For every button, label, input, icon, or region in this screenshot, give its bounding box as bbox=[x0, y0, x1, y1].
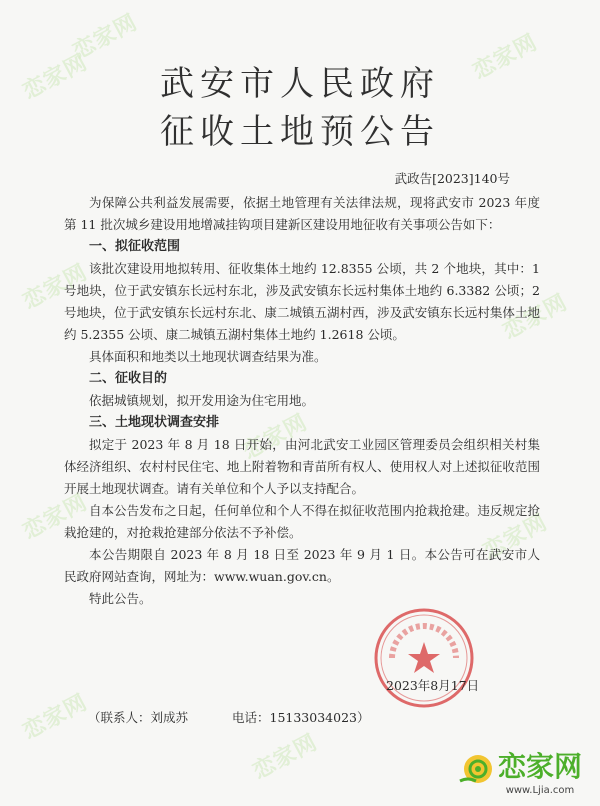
paragraph: 自本公告发布之日起，任何单位和个人不得在拟征收范围内抢栽抢建。违反规定抢栽抢建的，对抢栽抢建部分依法不予补偿。 bbox=[64, 503, 540, 540]
contact-info bbox=[88, 708, 409, 726]
paragraph: 拟定于 2023 年 8 月 18 日开始，由河北武安工业园区管理委员会组织相关村集体经济组织、农村村民住宅、地上附着物和青苗所有权人、使用权人对上述拟征收范围开展土地现状调查。请有关单位和个人予以支持配合。 bbox=[64, 437, 540, 496]
watermark: 恋家网 bbox=[19, 260, 92, 315]
intro-paragraph: 为保障公共利益发展需要，依据土地管理有关法律法规，现将武安市 2023 年度第 11 批次城乡建设用地增减挂钩项目建新区建设用地征收有关事项公告如下： bbox=[64, 195, 540, 232]
paragraph: 具体面积和地类以土地现状调查结果为准。 bbox=[89, 349, 327, 364]
section-heading: 一、拟征收范围 bbox=[89, 239, 181, 254]
announcement-body bbox=[64, 192, 540, 610]
official-seal bbox=[372, 606, 476, 710]
watermark: 恋家网 bbox=[499, 290, 572, 345]
watermark: 恋家网 bbox=[469, 30, 542, 85]
paragraph: 依据城镇规划，拟开发用途为住宅用地。 bbox=[89, 393, 315, 408]
watermark: 恋家网 bbox=[239, 410, 312, 465]
snail-logo-icon bbox=[456, 747, 496, 787]
watermark: 恋家网 bbox=[69, 10, 142, 65]
issue-date: 2023年8月17日 bbox=[386, 678, 480, 693]
brand-site: www.Ljia.com bbox=[505, 785, 575, 796]
closing: 特此公告。 bbox=[89, 591, 152, 606]
paragraph: 本公告期限自 2023 年 8 月 18 日至 2023 年 9 月 1 日。本公告可在武安市人民政府网站查询，网址为：www.wuan.gov.cn。 bbox=[64, 547, 540, 584]
brand-logo bbox=[498, 745, 582, 796]
contact-phone: 电话：15133034023） bbox=[232, 710, 370, 725]
page-title: 武安市人民政府 bbox=[160, 64, 440, 104]
watermark: 恋家网 bbox=[19, 690, 92, 745]
section-heading: 二、征收目的 bbox=[89, 371, 168, 386]
watermark: 恋家网 bbox=[19, 50, 92, 105]
contact-person: （联系人：刘成苏 bbox=[88, 710, 189, 725]
brand-name: 恋家网 bbox=[497, 750, 582, 783]
star-icon bbox=[408, 642, 440, 673]
watermark: 恋家网 bbox=[19, 490, 92, 545]
paragraph: 该批次建设用地拟转用、征收集体土地约 12.8355 公顷，共 2 个地块，其中：1 号地块，位于武安镇东长远村东北，涉及武安镇东长远村集体土地约 6.3382 公顷；2 号地块，位于武安镇东长远村东北、康二城镇五湖村西，涉及武安镇东长远村集体土地约 5.2355 公顷、康二城镇五湖村集体土地约 1.2618 公顷。 bbox=[64, 261, 540, 342]
page-subtitle: 征收土地预公告 bbox=[160, 112, 440, 152]
watermark: 恋家网 bbox=[249, 730, 322, 785]
watermark: 恋家网 bbox=[479, 510, 552, 565]
document-number: 武政告[2023]140号 bbox=[394, 171, 510, 186]
section-heading: 三、土地现状调查安排 bbox=[89, 415, 220, 430]
